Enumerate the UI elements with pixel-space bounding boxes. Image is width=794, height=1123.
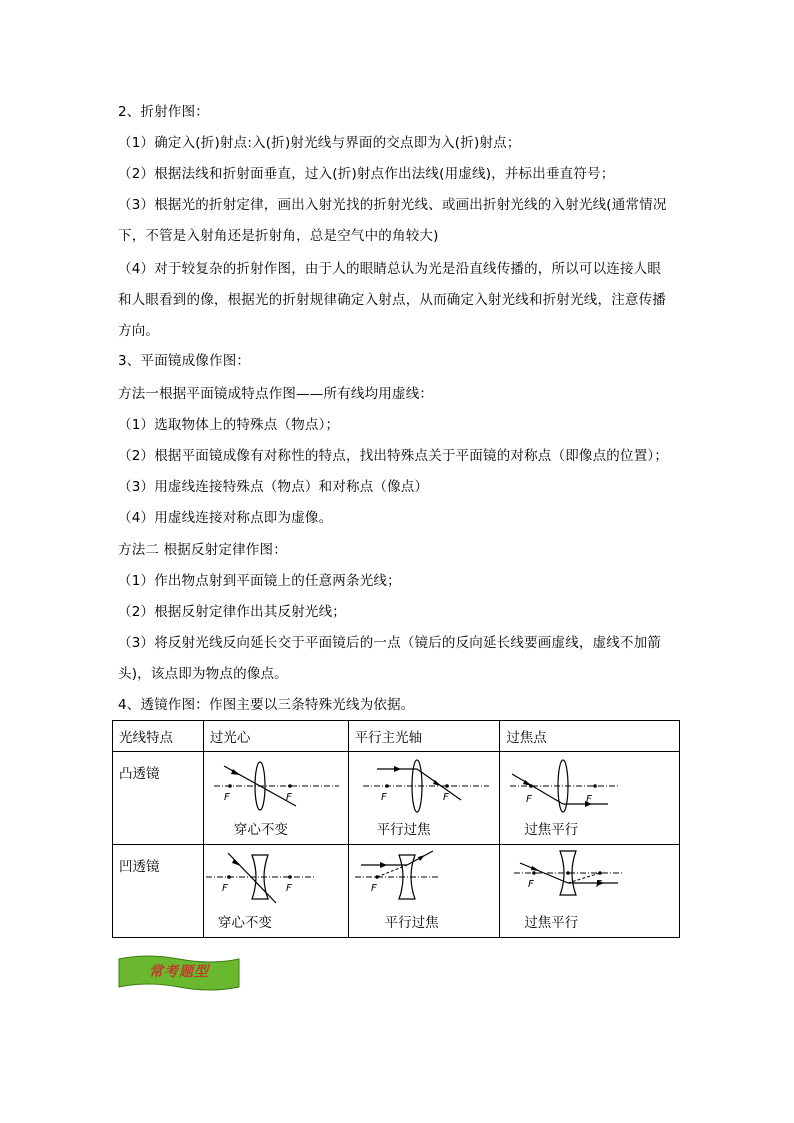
diagram-cell [500, 752, 680, 845]
text-line: （1）确定入(折)射点:入(折)射光线与界面的交点即为入(折)射点； [118, 135, 521, 151]
text-line: 方法一根据平面镜成特点作图——所有线均用虚线： [118, 386, 434, 402]
text-line: （1）作出物点射到平面镜上的任意两条光线； [118, 573, 401, 589]
diagram-caption: 平行过焦 [376, 822, 431, 838]
row-label: 凸透镜 [113, 752, 204, 845]
text-line: 2、折射作图： [118, 104, 209, 120]
diagram-caption: 过焦平行 [524, 915, 579, 931]
diagram-cell [348, 752, 500, 845]
lens-table [112, 720, 680, 938]
text-line: （1）选取物体上的特殊点（物点）； [118, 417, 340, 433]
focus-label: F [380, 792, 387, 803]
diagram-caption: 平行过焦 [384, 915, 439, 931]
text-line: 4、透镜作图：作图主要以三条特殊光线为依据。 [118, 697, 415, 713]
text-line: 和人眼看到的像，根据光的折射规律确定入射点，从而确定入射光线和折射光线，注意传播 [118, 292, 666, 308]
diagram-cell [203, 752, 348, 845]
diagram-caption: 穿心不变 [233, 822, 288, 838]
table-header-cell: 过焦点 [500, 721, 680, 752]
focus-label: F [221, 883, 228, 894]
text-line: （3）根据光的折射定律，画出入射光找的折射光线、或画出折射光线的入射光线(通常情况 [118, 197, 667, 213]
text-line: 头)，该点即为物点的像点。 [118, 666, 288, 682]
text-line: （2）根据平面镜成像有对称性的特点，找出特殊点关于平面镜的对称点（即像点的位置）； [118, 448, 669, 464]
table-row [113, 752, 680, 845]
text-line: 下，不管是入射角还是折射角，总是空气中的角较大) [118, 228, 439, 244]
focus-label: F [370, 883, 377, 894]
diagram-cell [203, 845, 348, 938]
badge-label: 常考题型 [149, 964, 209, 980]
table-header-cell: 光线特点 [113, 721, 204, 752]
text-line: （4）对于较复杂的折射作图，由于人的眼睛总认为光是沿直线传播的，所以可以连接人眼 [118, 261, 662, 277]
focus-label: F [285, 792, 292, 803]
focus-label: F [223, 792, 230, 803]
table-row [113, 845, 680, 938]
text-line: 方法二 根据反射定律作图： [118, 542, 287, 558]
text-line: （4）用虚线连接对称点即为虚像。 [118, 510, 333, 526]
text-line: （3）用虚线连接特殊点（物点）和对称点（像点） [118, 479, 429, 495]
row-label: 凹透镜 [113, 845, 204, 938]
text-line: 3、平面镜成像作图： [118, 353, 251, 369]
section-badge [117, 953, 241, 995]
text-line: （2）根据法线和折射面垂直，过入(折)射点作出法线(用虚线)，并标出垂直符号； [118, 166, 615, 182]
focus-label: F [528, 879, 535, 890]
focus-label: F [526, 794, 533, 805]
focus-label: F [285, 883, 292, 894]
table-header-cell: 过光心 [203, 721, 348, 752]
diagram-cell [348, 845, 500, 938]
focus-label: F [442, 792, 449, 803]
text-line: 方向。 [118, 323, 160, 339]
focus-label: F [596, 879, 603, 890]
text-line: （3）将反射光线反向延长交于平面镜后的一点（镜后的反向延长线要画虚线，虚线不加箭 [118, 635, 662, 651]
table-header-cell: 平行主光轴 [348, 721, 500, 752]
diagram-caption: 穿心不变 [217, 915, 272, 931]
table-header-row [113, 721, 680, 752]
text-line: （2）根据反射定律作出其反射光线； [118, 604, 346, 620]
diagram-caption: 过焦平行 [524, 822, 579, 838]
diagram-cell [500, 845, 680, 938]
focus-label: F [586, 794, 593, 805]
